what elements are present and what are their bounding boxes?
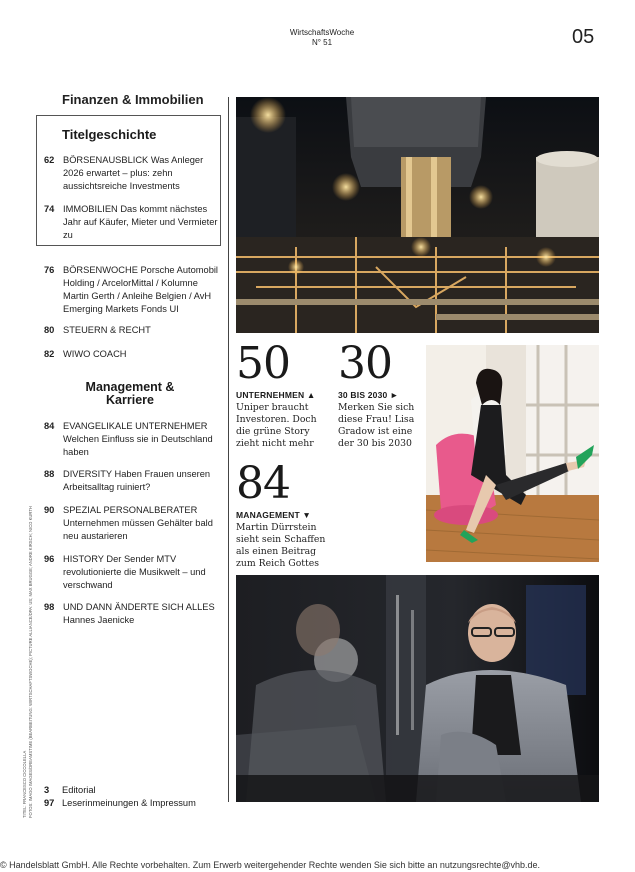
teaser-heading: UNTERNEHMEN ▲ (236, 390, 316, 400)
toc-page-number: 96 (44, 554, 55, 564)
toc-page-number: 88 (44, 469, 55, 479)
masthead (280, 28, 364, 48)
toc-item[interactable] (44, 264, 220, 316)
toc-item-text: IMMOBILIEN Das kommt nächstes Jahr auf Käufer, Mieter und Vermieter zu (63, 204, 218, 240)
toc-item[interactable] (44, 468, 220, 494)
page-number: 05 (572, 26, 595, 48)
toc-item[interactable] (44, 203, 220, 242)
toc-item[interactable] (44, 348, 220, 361)
copyright-notice: © Handelsblatt GmbH. Alle Rechte vorbehalten. Zum Erwerb weitergehender Rechte wenden Sie sich bitte an nutzungsrechte@vhb.de. (0, 860, 541, 870)
credit-line: FOTOS: IMAGO IMAGES/DREAMSTIME (BEARBEITUNG: WIRTSCHAFTSWOCHE); PICTURE ALLIANCE/DPA: US; MAX BRUGGE; ANDRE KIRSCH; NICO KURTH (27, 506, 33, 818)
teaser-unternehmen[interactable] (236, 338, 332, 450)
toc-item-text: DIVERSITY Haben Frauen unseren Arbeitsalltag ruiniert? (63, 469, 211, 492)
toc-item-text: Editorial (62, 785, 96, 795)
teaser-page-number: 30 (338, 338, 392, 389)
credit-line: TITEL: FRANCESCO CICCOLELLA (22, 750, 27, 818)
toc-page-number: 74 (44, 204, 55, 214)
teaser-body: Martin Dürrstein sieht sein Schaffen als einen Beitrag zum Reich Gottes (236, 522, 326, 569)
toc-item[interactable] (44, 324, 220, 337)
toc-item-text: SPEZIAL PERSONALBERATER Unternehmen müssen Gehälter bald neu austarieren (63, 505, 213, 541)
toc-page-number: 98 (44, 602, 55, 612)
toc-item[interactable] (44, 504, 220, 543)
issue-number: N° 51 (311, 38, 333, 47)
toc-item-impressum[interactable] (44, 797, 196, 809)
toc-page-number: 97 (44, 798, 55, 808)
toc-item-text: STEUERN & RECHT (63, 325, 151, 335)
teaser-heading: 30 BIS 2030 ► (338, 390, 399, 400)
section-title-management: Management & Karriere (85, 380, 175, 407)
toc-item-text: BÖRSENAUSBLICK Was Anleger 2026 erwartet – plus: zehn aussichtsreiche Investments (63, 155, 204, 191)
toc-item[interactable] (44, 420, 220, 459)
toc-item[interactable] (44, 154, 220, 193)
teaser-30-bis-2030[interactable] (338, 338, 428, 450)
column-divider (228, 97, 229, 802)
toc-item[interactable] (44, 553, 220, 592)
section-title-finance: Finanzen & Immobilien (62, 92, 204, 107)
toc-page-number: 84 (44, 421, 55, 431)
teaser-page-number: 50 (236, 338, 290, 389)
photo-martin-duerrstein[interactable] (236, 575, 599, 802)
toc-item-editorial[interactable] (44, 784, 96, 796)
toc-page-number: 80 (44, 325, 55, 335)
teaser-body: Merken Sie sich diese Frau! Lisa Gradow ist eine der 30 bis 2030 (338, 402, 415, 449)
masthead-title: WirtschaftsWoche (289, 28, 355, 37)
power-plant-illustration (236, 97, 599, 333)
toc-item-text: Leserinmeinungen & Impressum (62, 798, 196, 808)
teaser-page-number: 84 (236, 458, 290, 509)
toc-page-number: 76 (44, 265, 55, 275)
woman-portrait-illustration (426, 345, 599, 562)
toc-item-text: UND DANN ÄNDERTE SICH ALLES Hannes Jaenicke (63, 602, 215, 625)
toc-page-number: 90 (44, 505, 55, 515)
toc-item-text: EVANGELIKALE UNTERNEHMER Welchen Einfluss sie in Deutschland haben (63, 421, 213, 457)
photo-lisa-gradow[interactable] (426, 345, 599, 562)
cover-story-title: Titelgeschichte (62, 127, 157, 142)
teaser-body: Uniper braucht Investoren. Doch die grüne Story zieht nicht mehr (236, 402, 317, 449)
teaser-heading: MANAGEMENT ▼ (236, 510, 312, 520)
toc-page-number: 62 (44, 155, 55, 165)
toc-item-text: HISTORY Der Sender MTV revolutionierte die Musikwelt – und verschwand (63, 554, 206, 590)
teaser-management[interactable] (236, 458, 328, 570)
toc-item[interactable] (44, 601, 220, 627)
photo-power-plant[interactable] (236, 97, 599, 333)
toc-item-text: WIWO COACH (63, 349, 127, 359)
man-portrait-illustration (236, 575, 599, 802)
toc-page-number: 82 (44, 349, 55, 359)
toc-page-number: 3 (44, 785, 50, 795)
photo-credits (22, 498, 33, 818)
toc-item-text: BÖRSENWOCHE Porsche Automobil Holding / ArcelorMittal / Kolumne Martin Gerth / Anleihe Belgien / AvH Emerging Markets Fonds UI (63, 265, 218, 314)
